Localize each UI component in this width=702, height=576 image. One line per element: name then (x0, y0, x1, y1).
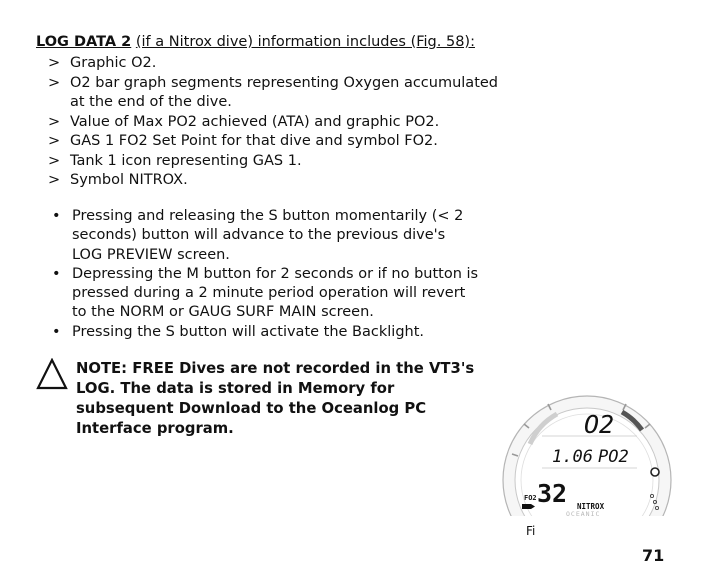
po2-label: PO2 (598, 447, 629, 467)
heading-title: LOG DATA 2 (36, 34, 132, 50)
list-item: • Pressing and releasing the S button momentarily (< 2 seconds) button will advance to the previous dive's LOG PREVIEW screen. (52, 208, 464, 263)
list-item: > GAS 1 FO2 Set Point for that dive and symbol FO2. (44, 132, 504, 152)
bullet-marker: • (52, 208, 61, 224)
note-text: NOTE: FREE Dives are not recorded in the VT3's LOG. The data is stored in Memory for subsequent Download to the Oceanlog PC Interface program. (76, 360, 475, 437)
warning-triangle-icon (36, 358, 68, 390)
instructions-list (50, 207, 480, 342)
list-item: > Symbol NITROX. (44, 171, 504, 191)
list-marker: > (48, 152, 61, 169)
bullet-marker: • (52, 323, 61, 340)
list-item: > Tank 1 icon representing GAS 1. (44, 152, 504, 172)
o2-graphic-label: O2 (584, 410, 615, 439)
section-heading (36, 34, 475, 50)
nitrox-symbol: NITROX (577, 502, 605, 511)
heading-subtitle: (if a Nitrox dive) information includes (Fig. 58): (135, 34, 475, 50)
figure-caption: Fi (526, 524, 536, 538)
button-icon (651, 468, 659, 476)
list-marker: > (48, 172, 61, 188)
max-po2-value: 1.06 (552, 447, 593, 467)
list-marker: > (48, 113, 61, 130)
list-marker: > (48, 74, 61, 91)
page-number: 71 (642, 546, 665, 565)
bullet-marker: • (52, 265, 61, 282)
list-item: • Depressing the M button for 2 seconds or if no button is pressed during a 2 minute period operation will revert to the NORM or GAUG SURF MAIN screen. (52, 265, 479, 321)
list-marker: > (48, 55, 61, 71)
includes-list (44, 54, 504, 191)
list-item: > Graphic O2. (44, 54, 504, 74)
fo2-symbol: FO2 (524, 494, 537, 502)
list-item: • Pressing the S button will activate the Backlight. (50, 323, 480, 342)
list-item: > O2 bar graph segments representing Oxygen accumulated at the end of the dive. (48, 74, 498, 110)
list-item: > Value of Max PO2 achieved (ATA) and graphic PO2. (44, 113, 504, 133)
brand-logo: OCEANIC (566, 510, 601, 516)
dive-computer-illustration (502, 384, 672, 516)
fo2-value: 32 (537, 479, 568, 508)
list-marker: > (48, 133, 61, 149)
